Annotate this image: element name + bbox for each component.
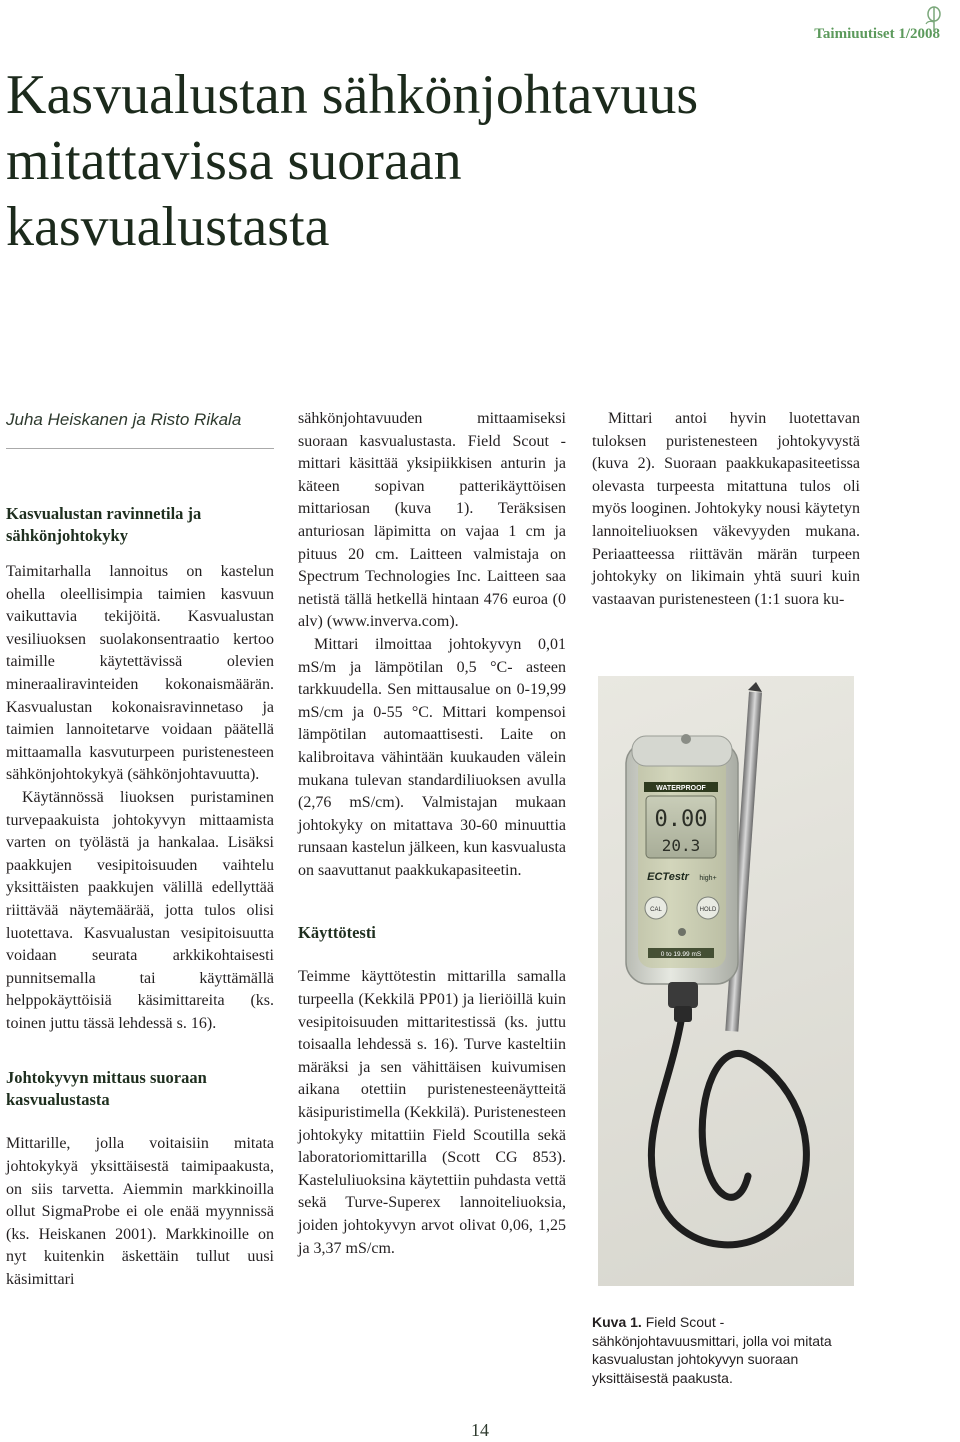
authors: Juha Heiskanen ja Risto Rikala: [6, 410, 242, 429]
paragraph: Mittari antoi hyvin luotettavan tuloksen puristenesteen johtokyvystä (kuva 2). Suoraan paakkukapasiteetissa olevasta turpeesta mitattuna tulos oli myös looginen. Johtokyky nousi käytetyn lannoiteliuoksen väkevyyden mukana. Periaatteessa riittävän märän turpeen johtokyky on likimain yhtä suuri kuin vastaavan puristenesteen (1:1 suora ku-: [592, 410, 860, 608]
meter-brand: ECTestr: [647, 871, 689, 883]
heading-line: Kasvualustan ravinnetila ja: [6, 504, 202, 523]
meter-reading-ec: 0.00: [654, 807, 708, 832]
seedling-logo-icon: [922, 4, 946, 34]
figure-field-scout-meter-photo: [598, 676, 854, 1286]
paragraph: Teimme käyttötestin mittarilla samalla turpeella (Kekkilä PP01) ja lieriöillä kuin vesipitoisuuden mittaritestissä (ks. juttu toisaalla lehdessä s. 16). Turve kasteltiin märäksi ja sen vähittäisen kuivumisen aikana otettiin puristenesteenäytteitä käsipuristimella (Kekkilä). Puristenesteen johtokyky mitattiin Field Scoutilla sekä laboratoriomittarilla (Scott CG 853). Kasteluliuoksina käytettiin puhdasta vettä sekä Turve-Superex lannoiteliuoksia, joiden johtokyvyn arvot olivat 0,06, 1,25 ja 3,37 mS/cm.: [298, 968, 566, 1257]
article-title: [6, 62, 906, 260]
journal-name: Taimiuutiset 1/2008: [814, 26, 940, 42]
column-3: [592, 408, 860, 611]
heading-line: kasvualustasta: [6, 1090, 110, 1110]
title-line-2: mitattavissa suoraan: [6, 130, 462, 192]
column-1: [6, 408, 274, 1292]
title-line-3: kasvualustasta: [6, 196, 330, 258]
meter-illustration: [598, 676, 854, 1286]
author-rule: [6, 448, 274, 449]
paragraph: sähkönjohtavuuden mittaamiseksi suoraan kasvualustasta. Field Scout -mittari käsittää yksipiikkisen anturin ja käteen sopivan patterikäyttöisen mittariosan (kuva 1). Teräksisen anturiosan läpimitta on vajaa 1 cm ja pituus 20 cm. Laitteen valmistaja on Spectrum Technologies Inc. Laitteen saa netistä tällä hetkellä hintaan 476 euroa (0 alv) (www.inverva.com).: [298, 410, 566, 631]
page-number: 14: [471, 1420, 489, 1440]
section-heading-kayttotesti: Käyttötesti: [298, 923, 376, 943]
paragraph: Taimitarhalla lannoitus on kastelun ohella oleellisimpia taimien kasvuun vaikuttavia tekijöitä. Kasvualustan vesiliuoksen suolakonsentraatio kertoo taimille käytettävissä olevien mineraaliravinteiden kokonaismäärän. Kasvualustan kokonaisravinnetaso ja taimien lannoitetarve voidaan päätellä mittaamalla kasvuturpeen puristenesteen sähkönjohtokykyä (sähkönjohtavuutta).: [6, 563, 274, 784]
meter-reading-temp: 20.3: [661, 836, 701, 855]
caption-label: Kuva 1.: [592, 1314, 642, 1330]
meter-cal-label: CAL: [650, 907, 662, 913]
figure-caption: [592, 1313, 862, 1387]
meter-waterproof-label: WATERPROOF: [656, 785, 706, 792]
paragraph: Käytännössä liuoksen puristaminen turvepaakuista johtokyvyn mittaamista varten on työlästä ja hankalaa. Lisäksi paakkujen vesipitoisuuden vaihtelu yksittäisten paakkujen välillä edellyttää riittävää näytemäärää, jotta tulos olisi luotettava. Kasvualustan vesipitoisuutta voidaan seurata arkkikohtaisesti punnitsemalla tai käyttämällä helppokäyttöisiä käsimittareita (ks. toinen juttu tässä lehdessä s. 16).: [6, 788, 274, 1032]
paragraph: Mittarille, jolla voitaisiin mitata johtokykyä yksittäisestä taimipaakusta, on siis tarvetta. Aiemmin markkinoilla ollut SigmaProbe ei ole enää myynnissä (ks. Heiskanen 2001). Markkinoille on nyt kuitenkin äskettäin tullut uusi käsimittari: [6, 1135, 274, 1289]
caption-text: Field Scout -sähkönjohtavuusmittari, jolla voi mitata kasvualustan johtokyvyn suoraan yksittäisestä paakusta.: [592, 1314, 832, 1386]
meter-brand-sub: high+: [699, 875, 717, 882]
heading-line: Johtokyvyn mittaus suoraan: [6, 1068, 207, 1088]
meter-on-button: [678, 928, 686, 936]
column-2: [298, 408, 566, 1260]
section-heading-ravinnetila: [6, 503, 274, 547]
meter-range-label: 0 to 19.99 mS: [660, 951, 702, 958]
meter-hold-label: HOLD: [699, 907, 717, 913]
title-line-1: Kasvualustan sähkönjohtavuus: [6, 64, 699, 126]
section-heading-johtokyvyn-mittaus: [6, 1067, 274, 1111]
heading-line: sähkönjohtokyky: [6, 526, 128, 545]
paragraph: Mittari ilmoittaa johtokyvyn 0,01 mS/m ja lämpötilan 0,5 °C- asteen tarkkuudella. Sen mittausalue on 0-19,99 mS/cm ja 0-55 °C. Mittari kompensoi lämpötilan automaattisesti. Laite on kalibroitava vähintään kuukauden välein mukana tulevan standardiliuoksen avulla (2,76 mS/cm). Valmistajan mukaan johtokyky on mitattava 30-60 minuuttia runsaan kastelun jälkeen, kun kasvualusta on saavuttanut paakkukapasiteetin.: [298, 635, 566, 879]
